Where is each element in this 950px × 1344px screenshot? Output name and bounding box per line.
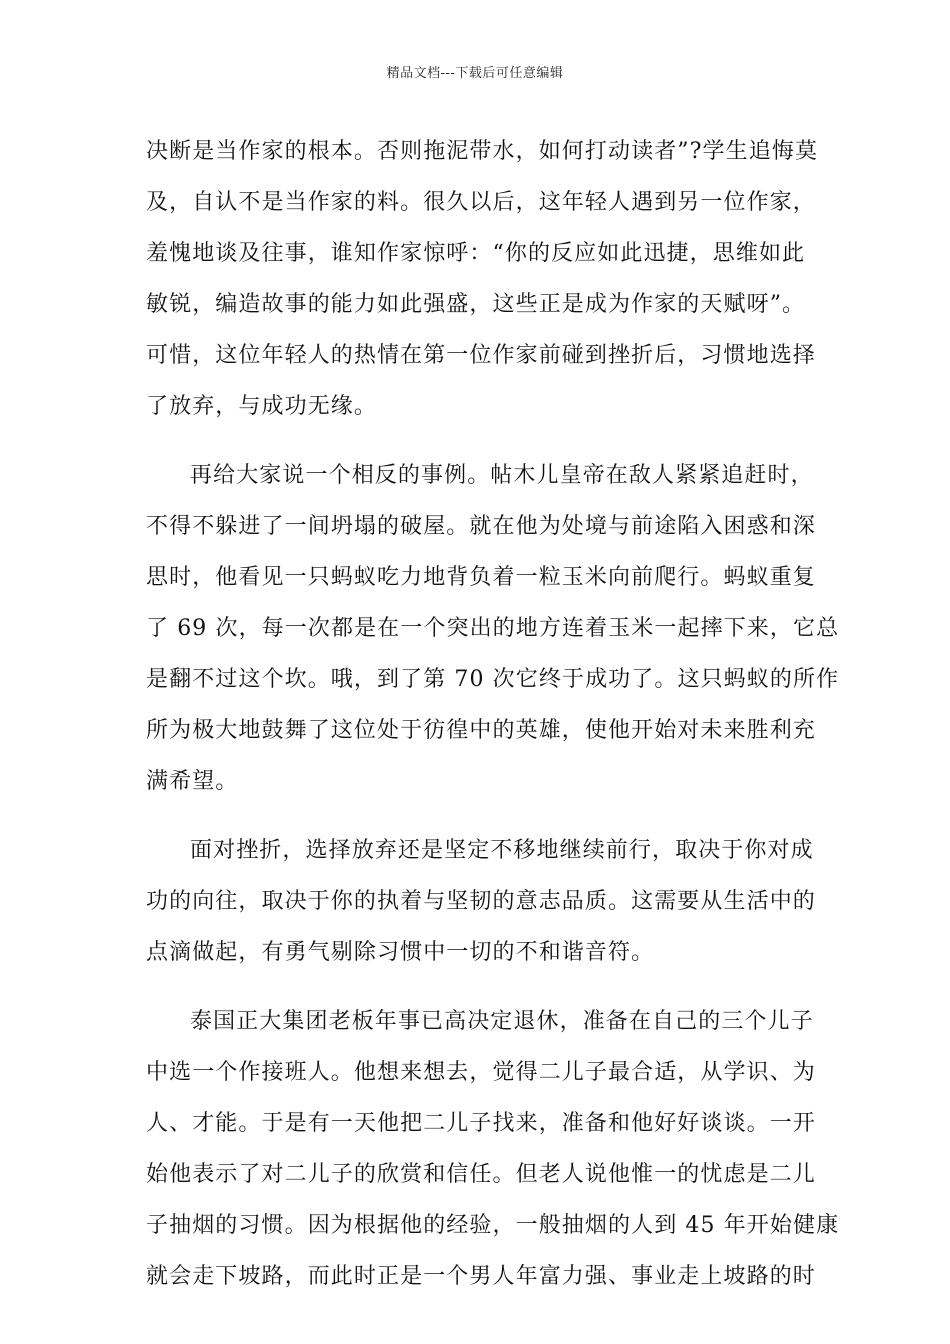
text-line: 面对挫折，选择放弃还是坚定不移地继续前行，取决于你对成 [190, 838, 814, 863]
document-body [146, 126, 840, 1302]
text-line: 所为极大地鼓舞了这位处于彷徨中的英雄，使他开始对未来胜利充 [146, 718, 816, 743]
text-line: 人、才能。于是有一天他把二儿子找来，准备和他好好谈谈。一开 [146, 1111, 816, 1136]
text-line: 敏锐，编造故事的能力如此强盛，这些正是成为作家的天赋呀”。 [146, 292, 806, 317]
paragraph-spacer [146, 978, 811, 996]
page-header: 精品文档---下载后可任意编辑 [386, 66, 564, 81]
text-line: 了放弃，与成功无缘。 [146, 394, 378, 419]
paragraph-spacer [146, 807, 811, 825]
text-line: 始他表示了对二儿子的欣赏和信任。但老人说他惟一的忧虑是二儿 [146, 1162, 816, 1187]
text-line: 不得不躲进了一间坍塌的破屋。就在他为处境与前途陷入困惑和深 [146, 514, 816, 539]
text-line: 决断是当作家的根本。否则拖泥带水，如何打动读者”?学生追悔莫 [146, 139, 819, 164]
text-line: 及，自认不是当作家的料。很久以后，这年轻人遇到另一位作家， [146, 190, 816, 215]
text-line: 点滴做起，有勇气剔除习惯中一切的不和谐音符。 [146, 940, 655, 965]
text-line: 泰国正大集团老板年事已高决定退休，准备在自己的三个儿子 [190, 1009, 814, 1034]
text-line: 满希望。 [146, 769, 239, 794]
text-line: 了 69 次，每一次都是在一个突出的地方连着玉米一起摔下来，它总 [146, 616, 840, 641]
paragraph-spacer [146, 432, 811, 450]
paragraph [146, 996, 840, 1302]
text-line: 思时，他看见一只蚂蚁吃力地背负着一粒玉米向前爬行。蚂蚁重复 [146, 565, 816, 590]
text-line: 是翻不过这个坎。哦，到了第 70 次它终于成功了。这只蚂蚁的所作 [146, 667, 840, 692]
paragraph [146, 825, 816, 978]
paragraph [146, 126, 819, 432]
paragraph [146, 450, 840, 807]
text-line: 功的向往，取决于你的执着与坚韧的意志品质。这需要从生活中的 [146, 889, 816, 914]
text-line: 再给大家说一个相反的事例。帖木儿皇帝在敌人紧紧追赶时， [190, 463, 814, 488]
text-line: 就会走下坡路，而此时正是一个男人年富力强、事业走上坡路的时 [146, 1264, 816, 1289]
text-line: 羞愧地谈及往事，谁知作家惊呼：“你的反应如此迅捷，思维如此 [146, 241, 806, 266]
text-line: 可惜，这位年轻人的热情在第一位作家前碰到挫折后，习惯地选择 [146, 343, 816, 368]
text-line: 中选一个作接班人。他想来想去，觉得二儿子最合适，从学识、为 [146, 1060, 816, 1085]
text-line: 子抽烟的习惯。因为根据他的经验，一般抽烟的人到 45 年开始健康 [146, 1213, 840, 1238]
